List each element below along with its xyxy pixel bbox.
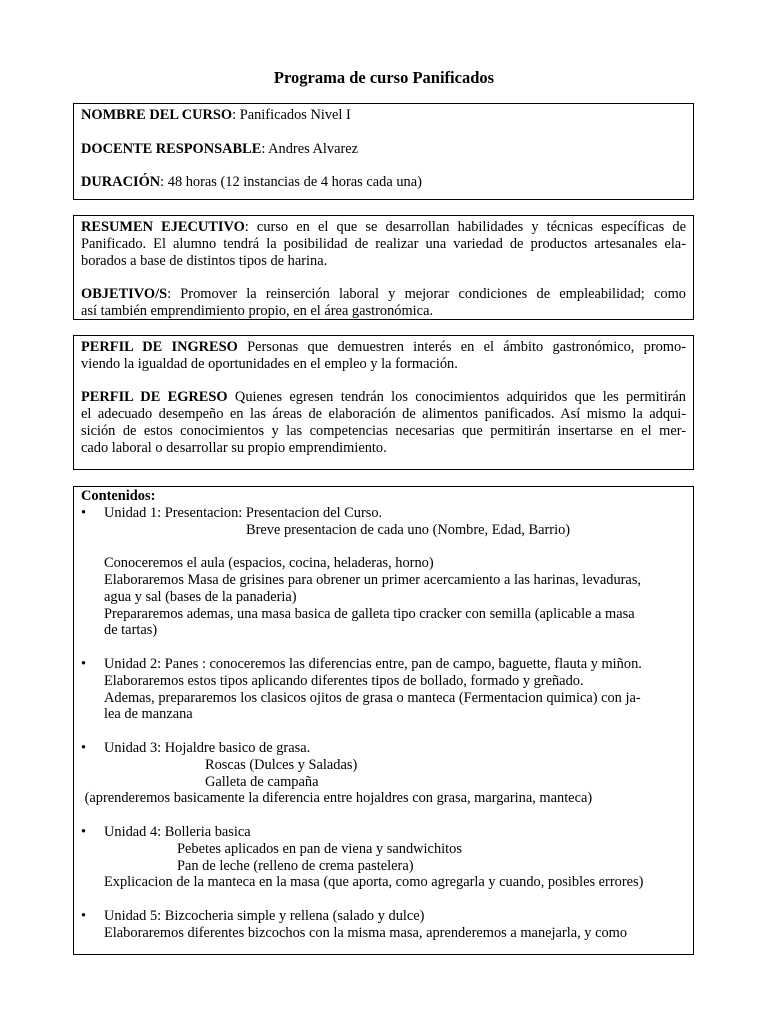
unit-2-title: Unidad 2: Panes : conoceremos las diferencias entre, pan de campo, baguette, flauta y miñon.: [104, 655, 642, 672]
course-name-label: NOMBRE DEL CURSO: [81, 107, 233, 123]
unit-1-line-5: agua y sal (bases de la panaderia): [104, 588, 297, 605]
unit-2-line-3: Ademas, prepararemos los clasicos ojitos de grasa o manteca (Fermentacion quimica) con ja-: [104, 689, 641, 706]
unit-5-item: [81, 908, 686, 925]
exit-profile-line-4: cado laboral o desarrollar su propio emprendimiento.: [81, 439, 387, 456]
summary-line-2: Panificado. El alumno tendrá la posibilidad de realizar una variedad de productos artesanales ela-: [81, 235, 686, 252]
unit-2-line-4: lea de manzana: [104, 706, 193, 723]
unit-1-line-2: Breve presentacion de cada uno (Nombre, Edad, Barrio): [246, 521, 571, 538]
unit-3-line-3: Galleta de campaña: [205, 773, 319, 790]
unit-2-item: [81, 656, 686, 673]
document-title: Programa de curso Panificados: [273, 68, 495, 87]
unit-4-item: [81, 824, 686, 841]
unit-3-line-2: Roscas (Dulces y Saladas): [205, 756, 358, 773]
unit-1-line-4: Elaboraremos Masa de grisines para obrener un primer acercamiento a las harinas, levaduras,: [104, 571, 642, 588]
bullet-icon: •: [81, 655, 87, 672]
teacher-value: : Andres Alvarez: [261, 140, 359, 157]
course-info-box: [73, 103, 694, 200]
unit-4-line-4: Explicacion de la manteca en la masa (que aporta, como agregarla y cuando, posibles errores): [104, 874, 644, 891]
contents-heading: Contenidos:: [81, 488, 156, 504]
bullet-icon: •: [81, 504, 87, 521]
entry-profile-label: PERFIL DE INGRESO: [81, 339, 238, 355]
summary-box: [73, 215, 694, 320]
unit-1-item: [81, 505, 686, 522]
exit-profile-text-1: Quienes egresen tendrán los conocimientos adquiridos que les permitirán: [227, 389, 686, 406]
bullet-icon: •: [81, 823, 87, 840]
bullet-icon: •: [81, 907, 87, 924]
objective-text-1: : Promover la reinserción laboral y mejorar condiciones de empleabilidad; como: [167, 286, 686, 303]
exit-profile-label: PERFIL DE EGRESO: [81, 389, 228, 406]
unit-1-line-3: Conoceremos el aula (espacios, cocina, heladeras, horno): [104, 555, 434, 572]
unit-4-title: Unidad 4: Bolleria basica: [104, 823, 251, 840]
unit-4-line-3: Pan de leche (relleno de crema pastelera): [177, 857, 414, 874]
duration-label: DURACIÓN: [81, 174, 161, 191]
entry-profile-text-1: Personas que demuestren interés en el ámbito gastronómico, promo-: [237, 339, 686, 355]
summary-line-3: borados a base de distintos tipos de harina.: [81, 252, 328, 269]
objective-line-2: así también emprendimiento propio, en el área gastronómica.: [81, 302, 434, 319]
unit-5-title: Unidad 5: Bizcocheria simple y rellena (salado y dulce): [104, 907, 425, 924]
unit-3-title: Unidad 3: Hojaldre basico de grasa.: [104, 739, 311, 756]
summary-text-1: : curso en el que se desarrollan habilidades y técnicas específicas de: [244, 219, 686, 235]
teacher-label: DOCENTE RESPONSABLE: [81, 140, 262, 157]
course-name-value: : Panificados Nivel I: [232, 107, 351, 123]
unit-1-line-6: Prepararemos ademas, una masa basica de galleta tipo cracker con semilla (aplicable a masa: [104, 605, 635, 622]
contents-box: [73, 486, 694, 955]
course-name-line: [81, 107, 686, 124]
summary-label: RESUMEN EJECUTIVO: [81, 219, 245, 235]
objective-label: OBJETIVO/S: [81, 286, 168, 303]
unit-2-line-2: Elaboraremos estos tipos aplicando diferentes tipos de bollado, formado y greñado.: [104, 672, 584, 689]
duration-line: [81, 174, 686, 191]
objective-line-1: [81, 286, 686, 303]
unit-1-title: Unidad 1: Presentacion: Presentacion del Curso.: [104, 504, 383, 521]
unit-1-line-7: de tartas): [104, 622, 158, 639]
profile-box: [73, 335, 694, 470]
entry-profile-line-1: [81, 339, 686, 356]
summary-line-1: [81, 219, 686, 236]
unit-3-item: [81, 740, 686, 757]
unit-3-line-4: (aprenderemos basicamente la diferencia entre hojaldres con grasa, margarina, manteca): [81, 790, 593, 807]
exit-profile-line-2: el adecuado desempeño en las áreas de elaboración de alimentos panificados. Así mismo la adqui-: [81, 406, 686, 423]
exit-profile-line-3: sición de estos conocimientos y las competencias necesarias que permitirán insertarse en el mer-: [81, 422, 686, 439]
teacher-line: [81, 141, 686, 158]
unit-4-line-2: Pebetes aplicados en pan de viena y sandwichitos: [177, 840, 462, 857]
bullet-icon: •: [81, 739, 87, 756]
unit-5-line-2: Elaboraremos diferentes bizcochos con la misma masa, aprenderemos a manejarla, y como: [104, 924, 628, 941]
exit-profile-line-1: [81, 389, 686, 406]
entry-profile-line-2: viendo la igualdad de oportunidades en el empleo y la formación.: [81, 355, 458, 372]
duration-value: : 48 horas (12 instancias de 4 horas cada una): [160, 174, 422, 191]
